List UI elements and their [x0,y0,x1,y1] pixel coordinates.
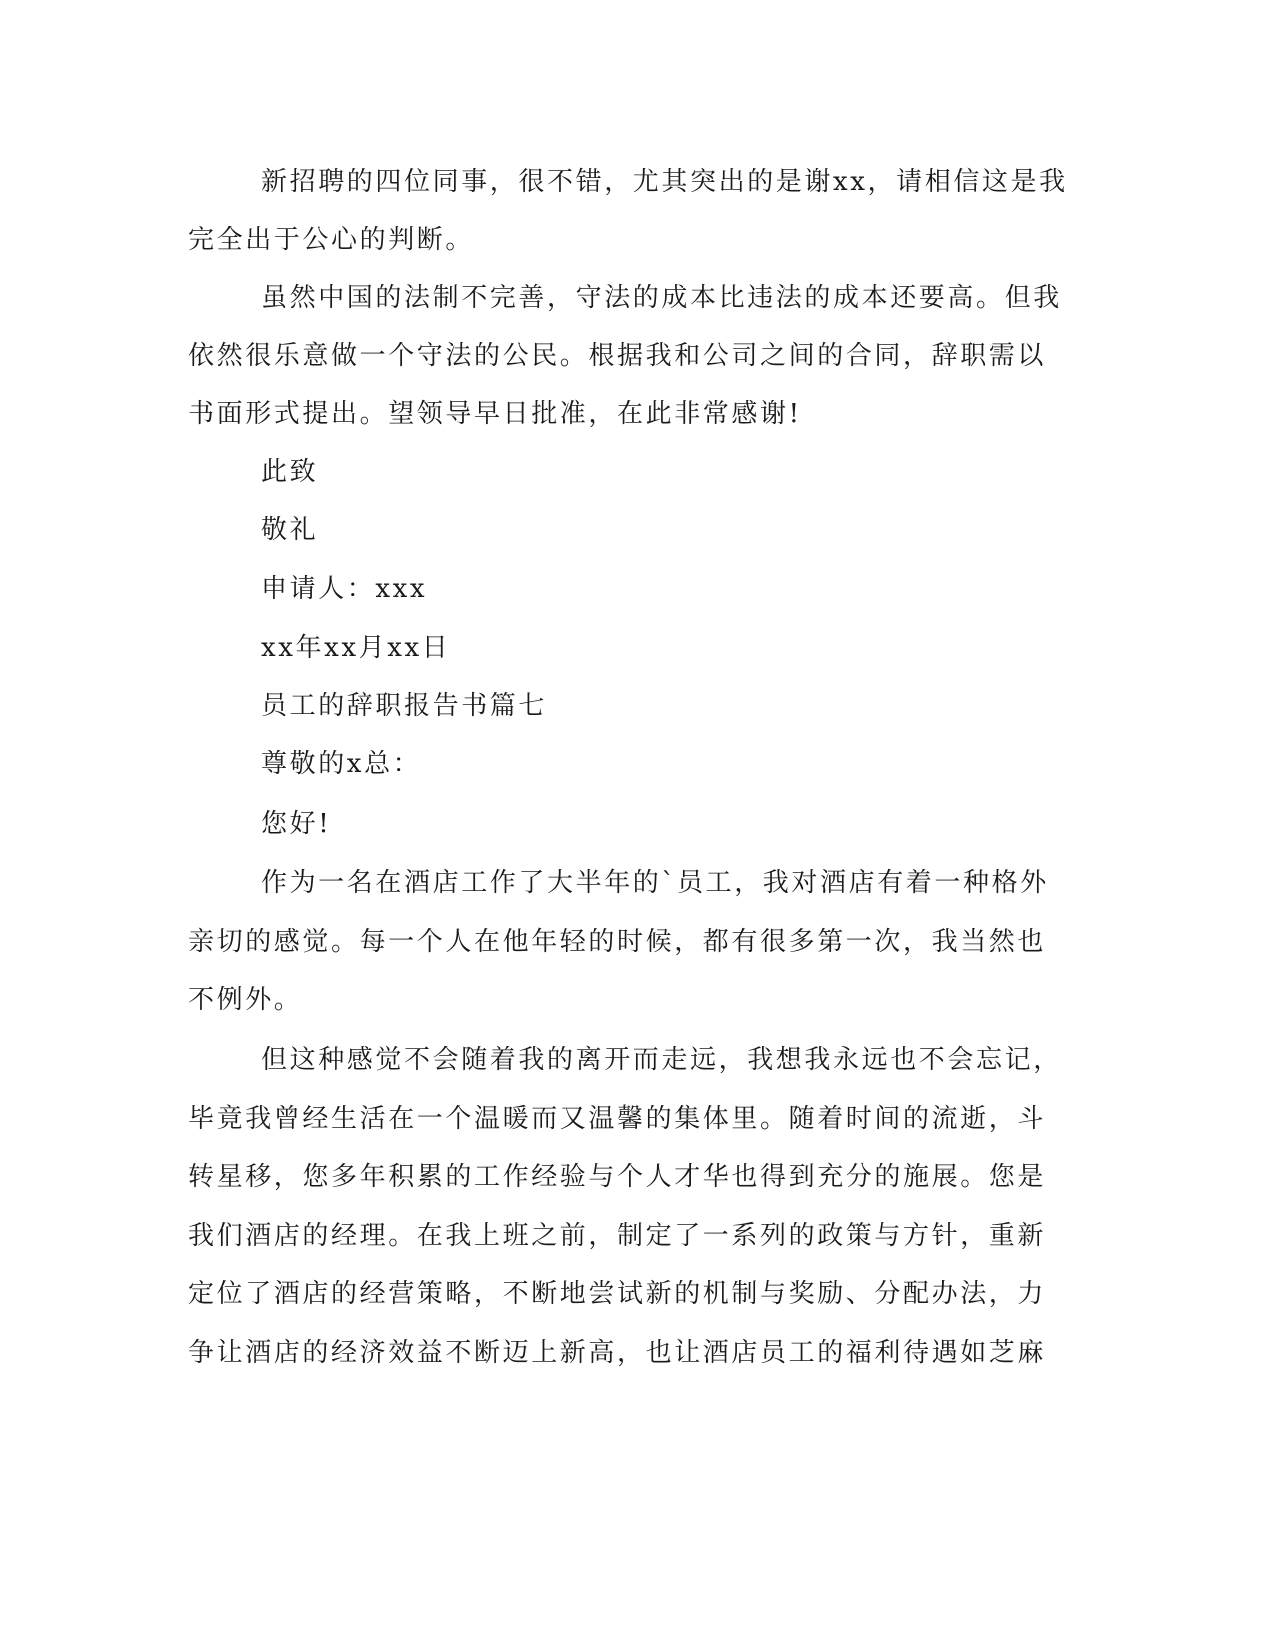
body-line: 依然很乐意做一个守法的公民。根据我和公司之间的合同，辞职需以 [188,341,1047,371]
body-line: 但这种感觉不会随着我的离开而走远，我想我永远也不会忘记， [261,1045,1062,1075]
body-line: 新招聘的四位同事，很不错，尤其突出的是谢xx，请相信这是我 [261,167,1068,197]
body-line: 不例外。 [188,985,303,1015]
body-line: 争让酒店的经济效益不断迈上新高，也让酒店员工的福利待遇如芝麻 [188,1338,1047,1368]
closing-salutation: 此致 [261,457,319,487]
body-line: 虽然中国的法制不完善，守法的成本比违法的成本还要高。但我 [261,283,1062,313]
body-line: 亲切的感觉。每一个人在他年轻的时候，都有很多第一次，我当然也 [188,927,1047,957]
body-line: 书面形式提出。望领导早日批准，在此非常感谢! [188,399,802,429]
letter-date: xx年xx月xx日 [261,633,451,663]
body-line: 毕竟我曾经生活在一个温暖而又温馨的集体里。随着时间的流逝，斗 [188,1104,1047,1134]
letter-addressee: 尊敬的x总： [261,749,422,779]
letter-greeting: 您好! [261,809,332,839]
applicant-signature: 申请人：xxx [261,574,428,604]
body-line: 转星移，您多年积累的工作经验与个人才华也得到充分的施展。您是 [188,1162,1047,1192]
body-line: 我们酒店的经理。在我上班之前，制定了一系列的政策与方针，重新 [188,1221,1047,1251]
body-line: 作为一名在酒店工作了大半年的`员工，我对酒店有着一种格外 [261,868,1049,898]
closing-regards: 敬礼 [261,515,319,545]
section-heading: 员工的辞职报告书篇七 [261,691,548,721]
body-line: 定位了酒店的经营策略，不断地尝试新的机制与奖励、分配办法，力 [188,1279,1047,1309]
body-line: 完全出于公心的判断。 [188,225,475,255]
